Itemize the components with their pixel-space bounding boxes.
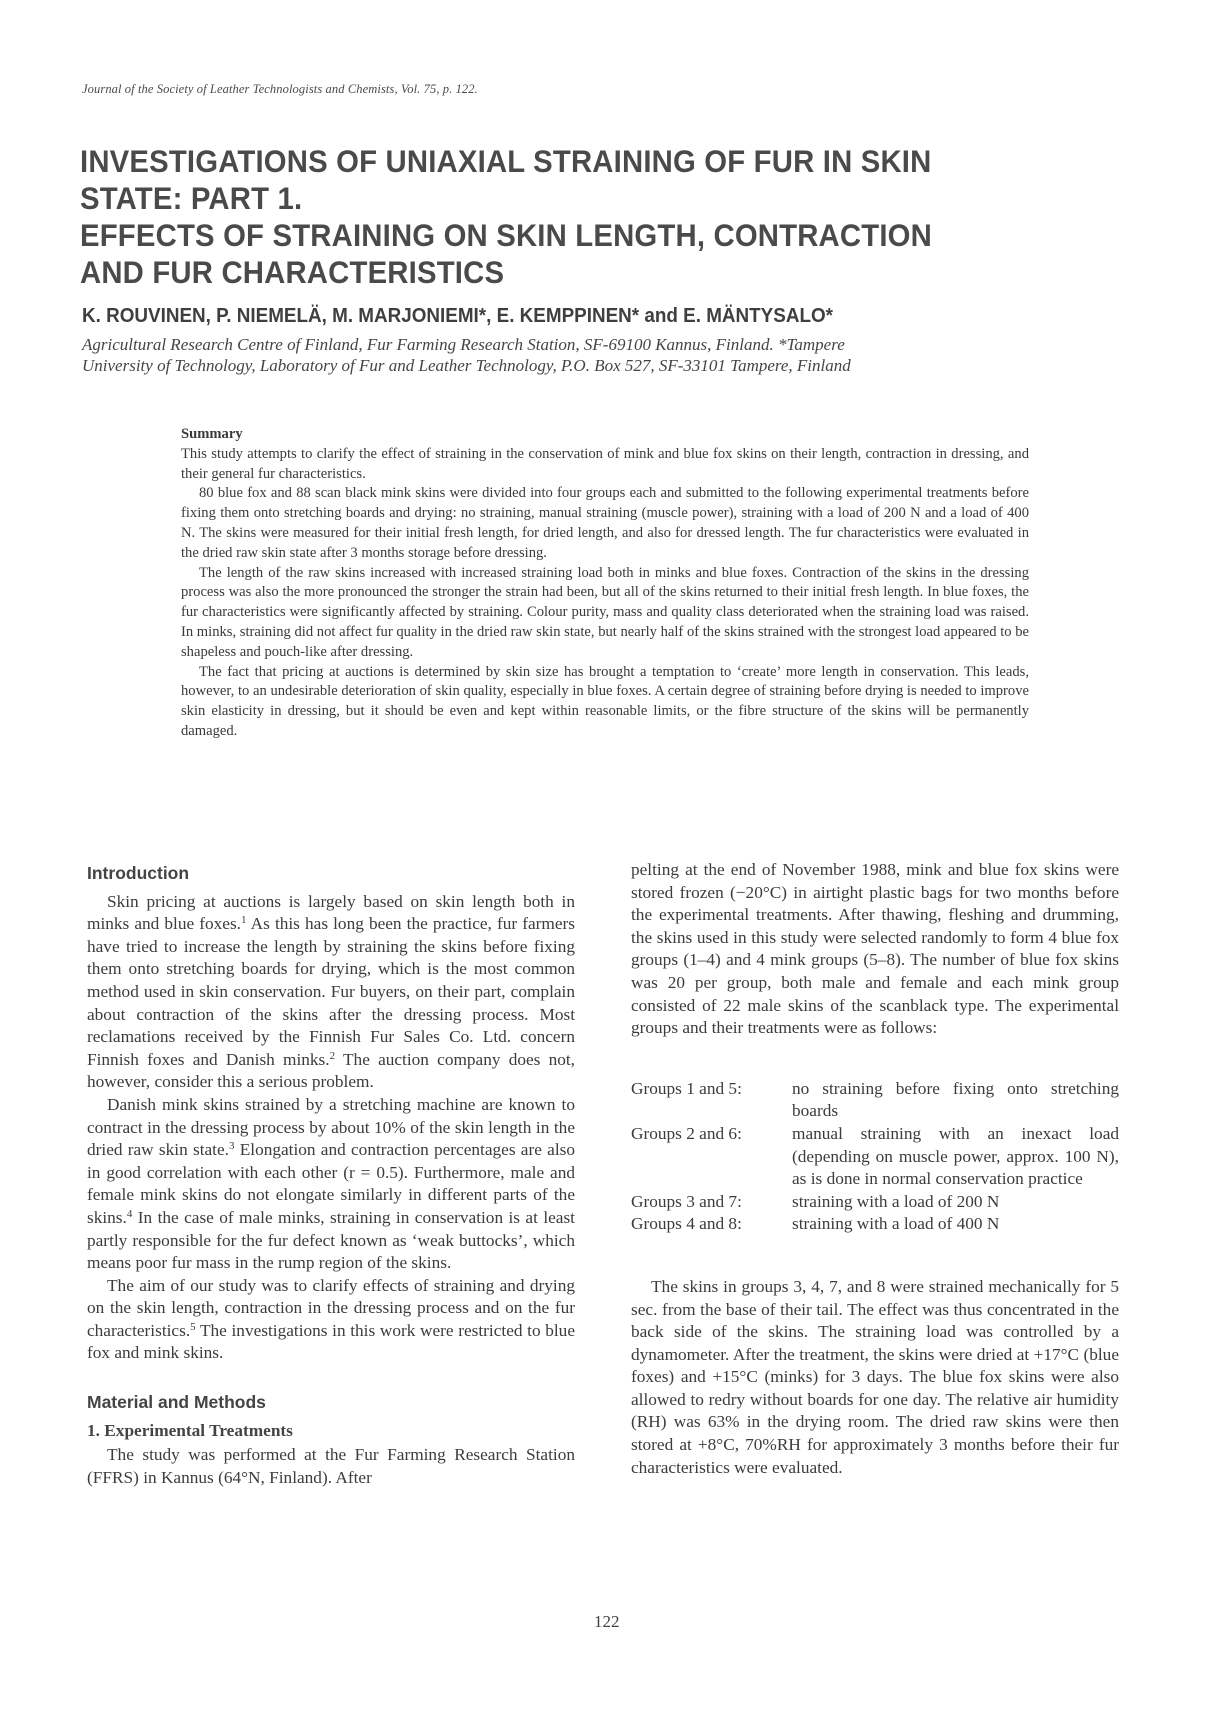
- reference-marker: 2: [329, 1049, 336, 1062]
- group-label: Groups 1 and 5:: [631, 1078, 742, 1098]
- group-label: Groups 3 and 7:: [631, 1191, 742, 1211]
- paper-title: [80, 143, 1066, 291]
- title-line: AND FUR CHARACTERISTICS: [80, 254, 505, 290]
- body-paragraph: pelting at the end of November 1988, mink and blue fox skins were stored frozen (−20°C) in airtight plastic bags for two months before the experimental treatments. After thawing, fleshing and drumming, the skins used in this study were selected randomly to form 4 blue fox groups (1–4) and 4 mink groups (5–8). The number of blue fox skins was 20 per group, both male and female and each mink group consisted of 22 male skins of the scanblack type. The experimental groups and their treatments were as follows:: [631, 860, 1119, 1038]
- summary-paragraph: The fact that pricing at auctions is determined by skin size has brought a temptation to ‘create’ more length in conservation. This leads, however, to an undesirable deterioration of skin quality, especially in blue foxes. A certain degree of straining before drying is needed to improve skin elasticity in dressing, but it should be even and kept within reasonable limits, or the fibre structure of the skins will be permanently damaged.: [181, 663, 1029, 739]
- affiliation: [82, 334, 1182, 376]
- summary-paragraph: The length of the raw skins increased with increased straining load both in minks and blue foxes. Contraction of the skins in the dressing process was also the more pronounced the stronger the strain had been, but all of the skins returned to their initial fresh length. In blue foxes, the fur characteristics were significantly affected by straining. Colour purity, mass and quality class deteriorated when the straining load was raised. In minks, straining did not affect fur quality in the dried raw skin state, but nearly half of the skins strained with the strongest load appeared to be shapeless and pouch-like after dressing.: [181, 564, 1029, 660]
- author-list: K. ROUVINEN, P. NIEMELÄ, M. MARJONIEMI*, E. KEMPPINEN* and E. MÄNTYSALO*: [82, 304, 833, 327]
- text-run: In the case of male minks, straining in conservation is at least partly responsible for the fur defect known as ‘weak buttocks’, which means poor fur mass in the rump region of the skins.: [87, 1207, 575, 1273]
- text-run: Danish mink skins strained by a stretching machine are known to contract in the dressing process by about 10% of the skin length in the dried raw skin state.: [87, 1094, 575, 1160]
- summary-paragraph: 80 blue fox and 88 scan black mink skins were divided into four groups each and submitted to the following experimental treatments before fixing them onto stretching boards and drying: no straining, manual straining (muscle power), straining with a load of 200 N and a load of 400 N. The skins were measured for their initial fresh length, for dried length, and also for dressed length. The fur characteristics were evaluated in the dried raw skin state after 3 months storage before dressing.: [181, 485, 1029, 561]
- reference-marker: 4: [126, 1207, 133, 1220]
- treatment-group-row: [631, 1078, 1119, 1123]
- treatment-groups-list: [631, 1078, 1119, 1236]
- treatment-group-row: [631, 1213, 1119, 1236]
- methods-heading: Material and Methods: [87, 1392, 266, 1413]
- reference-marker: 1: [241, 914, 247, 927]
- text-run: The investigations in this work were restricted to blue fox and mink skins.: [87, 1320, 575, 1363]
- title-line: EFFECTS OF STRAINING ON SKIN LENGTH, CONTRACTION: [80, 217, 932, 253]
- body-paragraph: [87, 1275, 575, 1365]
- page-number: 122: [594, 1612, 620, 1631]
- group-label: Groups 2 and 6:: [631, 1123, 742, 1143]
- summary-heading: Summary: [181, 426, 243, 442]
- text-run: As this has long been the practice, fur farmers have tried to increase the length by straining the skins before fixing them onto stretching boards for drying, which is the most common method used in skin conservation. Fur buyers, on their part, complain about contraction of the skins after the dressing process. Most reclamations received by the Finnish Fur Sales Co. Ltd. concern Finnish foxes and Danish minks.: [87, 914, 575, 1069]
- title-line: STATE: PART 1.: [80, 180, 303, 216]
- text-run: The auction company does not, however, consider this a serious problem.: [87, 1049, 575, 1092]
- group-description: no straining before fixing onto stretching boards: [792, 1078, 1119, 1121]
- text-run: Elongation and contraction percentages are also in good correlation with each other (r = 0.5). Furthermore, male and female mink skins do not elongate similarly in different parts of the skins.: [87, 1140, 575, 1227]
- summary-paragraph: This study attempts to clarify the effect of straining in the conservation of mink and blue fox skins on their length, contraction in dressing, and their general fur characteristics.: [181, 445, 1029, 482]
- treatment-group-row: [631, 1191, 1119, 1214]
- body-paragraph: The skins in groups 3, 4, 7, and 8 were strained mechanically for 5 sec. from the base of their tail. The effect was thus concentrated in the back side of the skins. The straining load was controlled by a dynamometer. After the treatment, the skins were dried at +17°C (blue foxes) and +15°C (minks) for 3 days. The blue fox skins were also allowed to redry without boards for one day. The relative air humidity (RH) was 63% in the drying room. The dried raw skins were then stored at +8°C, 70%RH for approximately 3 months before their fur characteristics were evaluated.: [631, 1276, 1119, 1477]
- text-run: Skin pricing at auctions is largely based on skin length both in minks and blue foxes.: [87, 891, 575, 934]
- body-paragraph: [87, 891, 575, 1094]
- text-run: The aim of our study was to clarify effects of straining and drying on the skin length, contraction in the dressing process and on the fur characteristics.: [87, 1275, 575, 1340]
- reference-marker: 3: [228, 1140, 235, 1153]
- subsection-heading: 1. Experimental Treatments: [87, 1420, 293, 1440]
- affiliation-line: University of Technology, Laboratory of Fur and Leather Technology, P.O. Box 527, SF-33101 Tampere, Finland: [82, 356, 851, 375]
- group-description: straining with a load of 400 N: [792, 1214, 1000, 1234]
- right-column: [631, 859, 1119, 1479]
- journal-citation: Journal of the Society of Leather Technologists and Chemists, Vol. 75, p. 122.: [82, 82, 478, 96]
- title-line: INVESTIGATIONS OF UNIAXIAL STRAINING OF FUR IN SKIN: [80, 143, 932, 179]
- group-description: straining with a load of 200 N: [792, 1191, 1000, 1211]
- body-paragraph: The study was performed at the Fur Farming Research Station (FFRS) in Kannus (64°N, Finland). After: [87, 1445, 575, 1487]
- introduction-heading: Introduction: [87, 863, 190, 883]
- group-description: manual straining with an inexact load (depending on muscle power, approx. 100 N), as is done in normal conservation practice: [792, 1123, 1119, 1189]
- summary-abstract: [181, 425, 1029, 742]
- body-paragraph: [87, 1094, 575, 1275]
- reference-marker: 5: [190, 1320, 196, 1333]
- affiliation-line: Agricultural Research Centre of Finland, Fur Farming Research Station, SF-69100 Kannus, Finland. *Tampere: [82, 335, 845, 354]
- left-column: [87, 862, 575, 1489]
- treatment-group-row: [631, 1123, 1119, 1191]
- group-label: Groups 4 and 8:: [631, 1214, 742, 1234]
